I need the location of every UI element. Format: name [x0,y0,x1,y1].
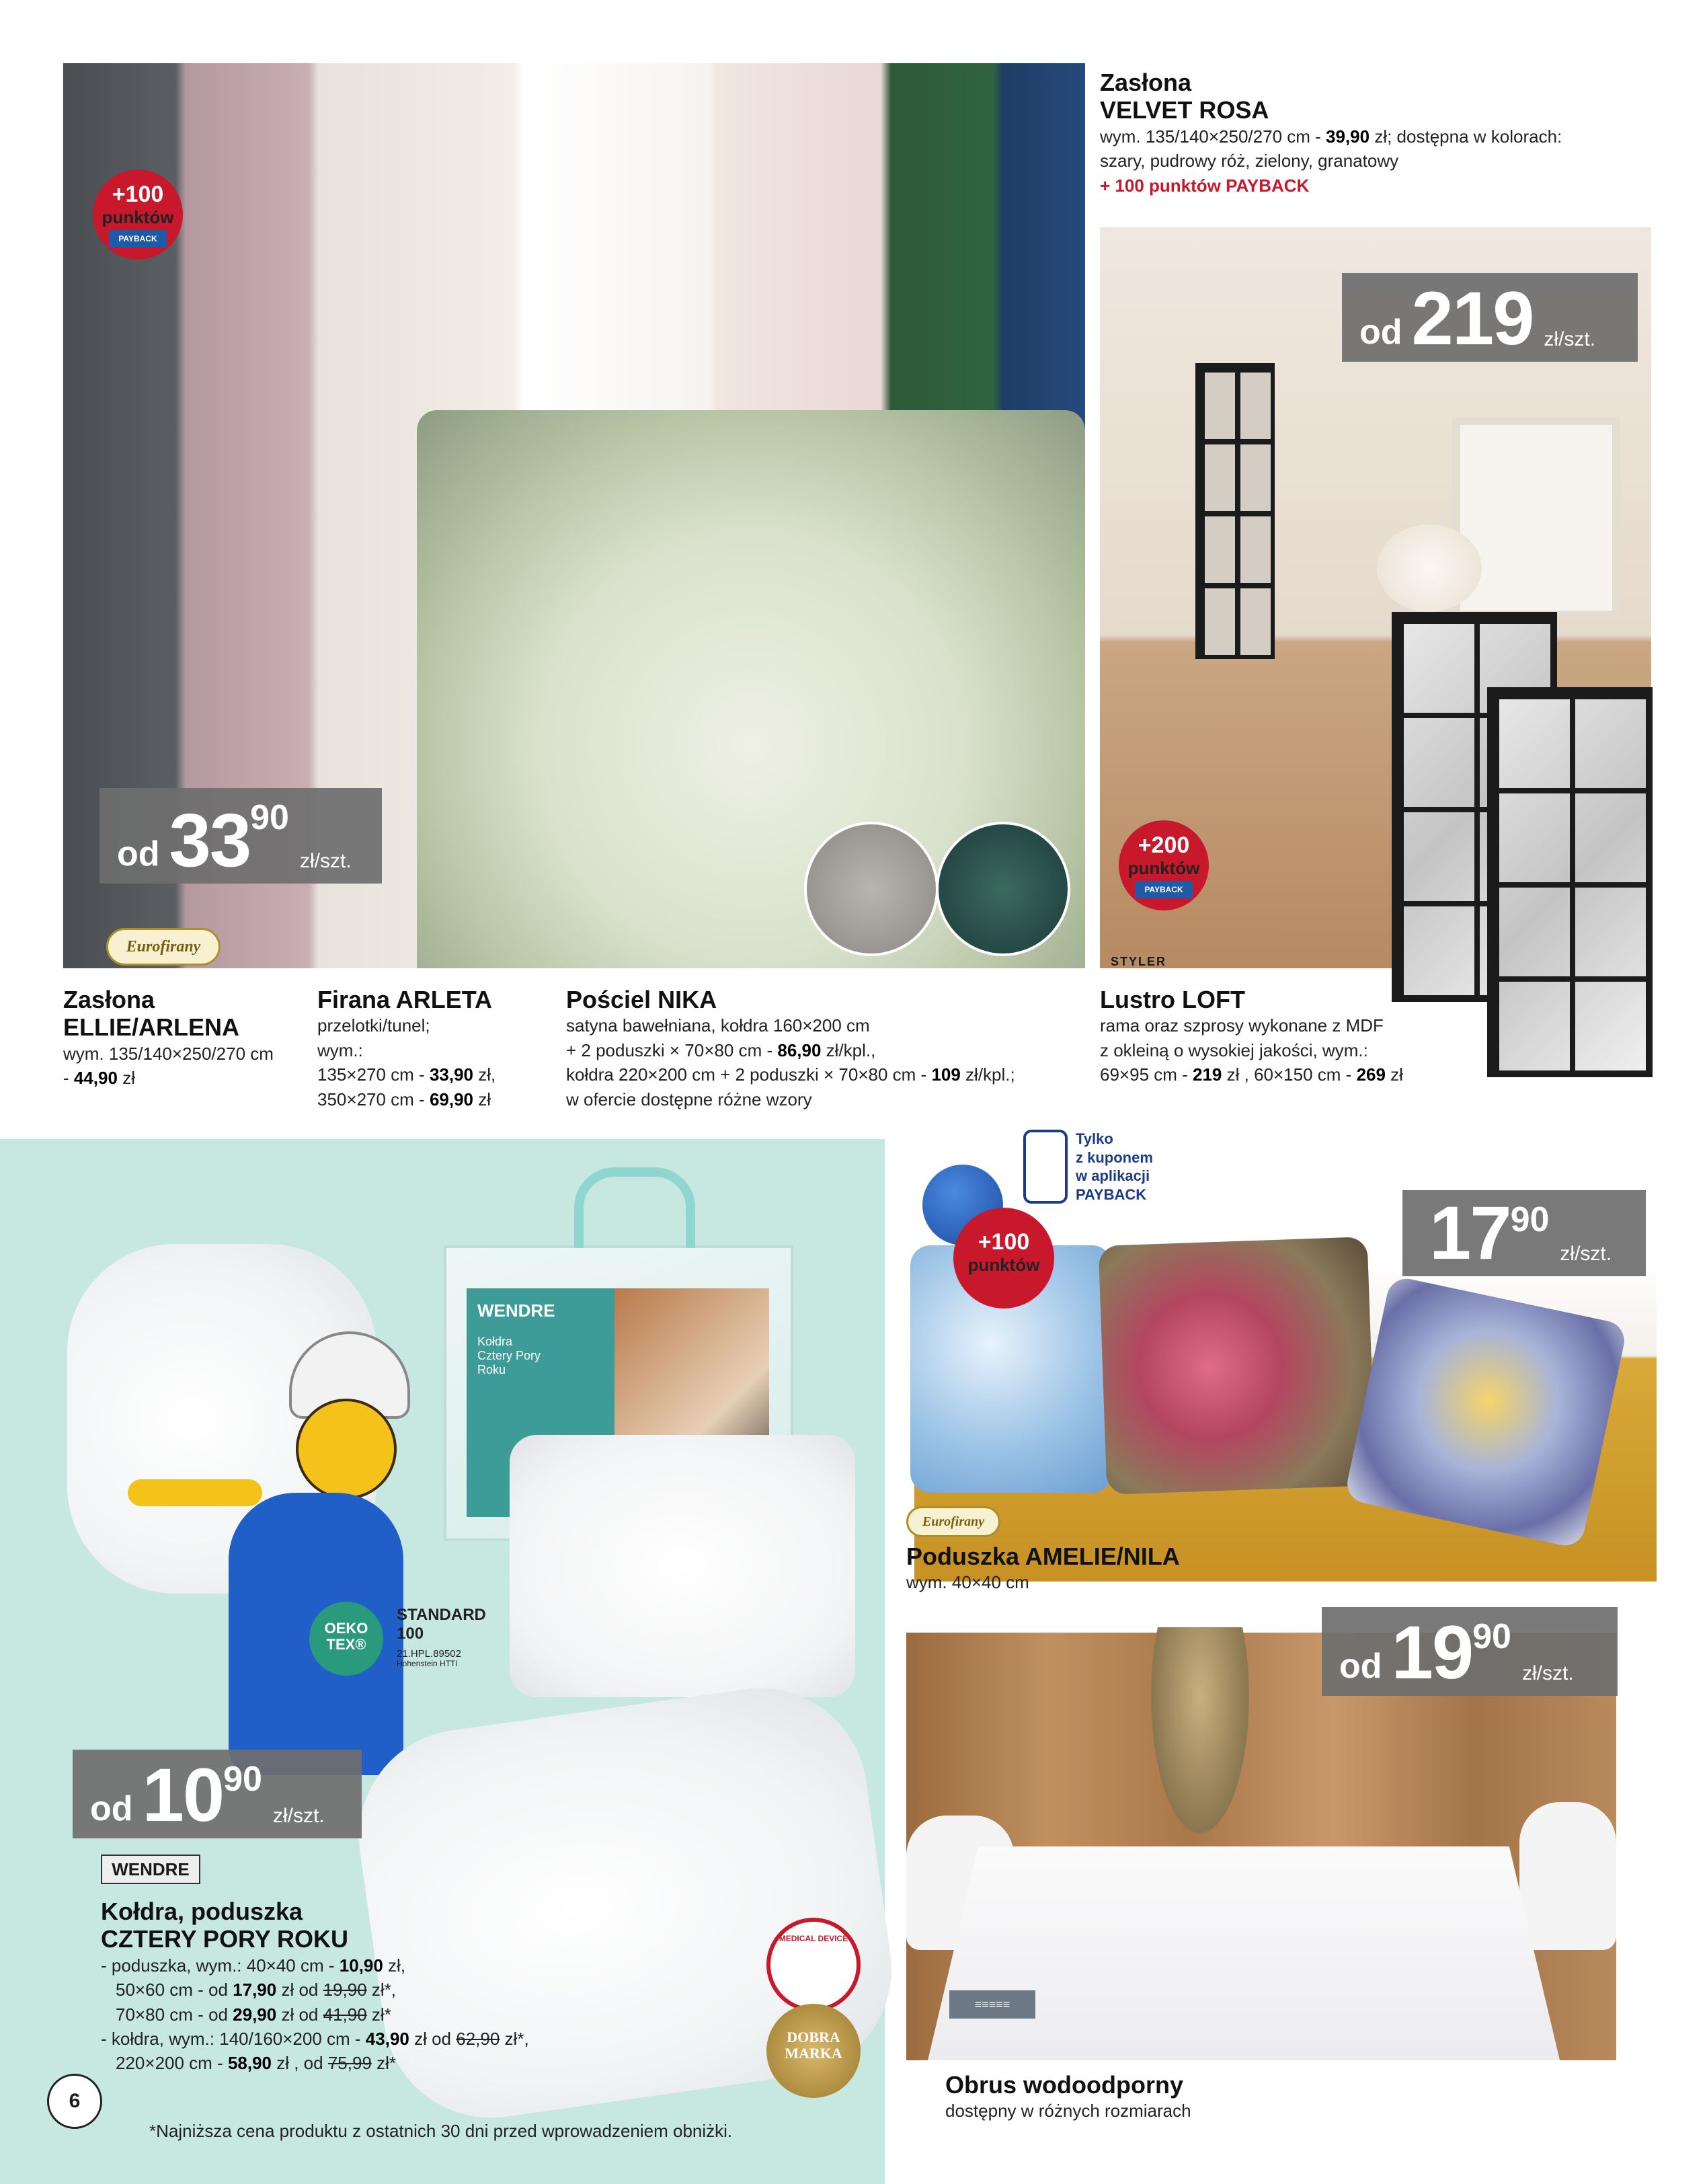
wall-mirror [1195,363,1275,659]
dobra-marka-seal: DOBRA MARKA [766,2004,861,2098]
xxl-logo: ≡≡≡≡≡ [949,1990,1035,2019]
phone-icon [1023,1130,1068,1204]
coupon-text: Tylko z kuponem w aplikacji PAYBACK [1076,1130,1153,1203]
mascot-face [296,1399,397,1499]
oeko-tex-badge: OEKO TEX® [309,1602,383,1676]
poduszka-text-block: Poduszka AMELIE/NILA wym. 40×40 cm [906,1543,1180,1593]
velvet-title-2: VELVET ROSA [1100,96,1269,124]
pattern-swatch-2 [936,822,1070,956]
page-number: 6 [47,2074,102,2129]
payback-badge-100: +100 punktów PAYBACK [93,169,183,260]
velvet-points: + 100 punktów PAYBACK [1100,175,1310,196]
mascot-arm [128,1479,262,1506]
lustro-text-block: Lustro LOFT rama oraz szprosy wykonane z MDF z okleiną o wysokiej jakości, wym.: 69×95 cm - 219 zł , 60×150 cm - 269 zł [1100,986,1403,1085]
room-window [1452,417,1620,619]
velvet-colors: szary, pudrowy róż, zielony, granatowy [1100,151,1399,171]
medical-device-seal: MEDICAL DEVICE [766,1918,861,2012]
price-badge-obrus: od 19 90 zł/szt. [1322,1607,1618,1696]
price-badge-poduszka: 17 90 zł/szt. [1402,1190,1646,1276]
white-pillow [510,1435,855,1697]
chair-right [1519,1802,1616,1950]
vase-flowers [1143,1627,1257,1856]
velvet-text-block [1100,69,1678,198]
price-badge-ellie: od 33 90 zł/szt. [100,788,382,884]
velvet-desc: wym. 135/140×250/270 cm - 39,90 zł; dostępna w kolorach: [1100,126,1562,147]
wendre-logo: WENDRE [101,1855,200,1884]
payback-badge-200: +200 punktów PAYBACK [1119,820,1209,910]
oeko-standard-text: STANDARD 100 21.HPL.89502 Hohenstein HTTI [397,1606,486,1669]
obrus-text-block: Obrus wodoodporny dostępny w różnych rozmiarach [945,2071,1191,2121]
price-badge-velvet: od 219 zł/szt. [1342,273,1638,362]
package-handle [574,1167,695,1248]
lamp [1377,524,1482,612]
price-badge-koldra: od 10 90 zł/szt. [73,1750,362,1838]
cushion-rose [1099,1237,1376,1495]
tablecloth [928,1846,1560,2060]
eurofirany-logo: Eurofirany [106,928,221,966]
posciel-text-block: Pościel NIKA satyna bawełniana, kołdra 160×200 cm + 2 poduszki × 70×80 cm - 86,90 zł/kpl., kołdra 220×200 cm + 2 poduszki × 70×80 cm - 109 zł/kpl.; w ofercie dostępne różne wzory [566,986,1015,1109]
footnote: *Najniższa cena produktu z ostatnich 30 dni przed wprowadzeniem obniżki. [149,2121,733,2141]
velvet-title-1: Zasłona [1100,69,1192,96]
payback-badge-100-cushion: +100 punktów [953,1208,1054,1309]
eurofirany-logo-2: Eurofirany [906,1506,1000,1537]
pattern-swatch-1 [804,822,939,956]
firana-text-block: Firana ARLETA przelotki/tunel; wym.: 135×270 cm - 33,90 zł, 350×270 cm - 69,90 zł [317,986,496,1109]
ellie-text-block: Zasłona ELLIE/ARLENA wym. 135/140×250/270 cm - 44,90 zł [63,986,274,1089]
styler-logo: STYLER [1111,955,1167,968]
koldra-text-block: Kołdra, poduszka CZTERY PORY ROKU - poduszka, wym.: 40×40 cm - 10,90 zł, 50×60 cm - od 17,90 zł od 19,90 zł*, 70×80 cm - od 29,90 zł od 41,90 zł* - kołdra, wym.: 140/160×200 cm - 43,90 zł od 62,90 zł*, 220×200 cm - 58,90 zł , od 75,99 zł* [101,1898,529,2074]
package-label: WENDRE Kołdra Cztery Pory Roku [467,1288,614,1517]
